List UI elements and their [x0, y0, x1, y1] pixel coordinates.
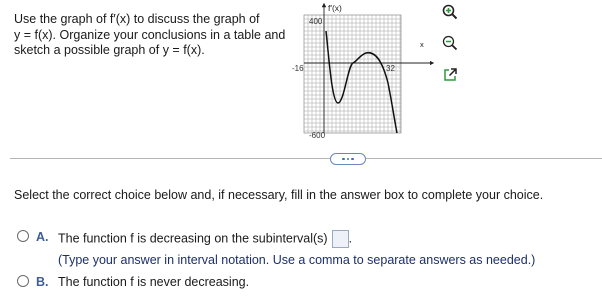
choice-a-text: The function f is decreasing on the subinterval(s)	[58, 231, 328, 246]
section-divider	[10, 158, 602, 159]
choice-b-text: The function f is never decreasing.	[58, 275, 250, 289]
problem-line-2: y = f(x). Organize your conclusions in a table and	[14, 27, 286, 42]
x-tick-left: -16	[292, 64, 304, 73]
choice-b-radio[interactable]	[17, 275, 29, 287]
choice-a-letter: A.	[36, 230, 49, 244]
choice-b[interactable]	[17, 275, 249, 289]
x-tick-right: 32	[386, 64, 395, 73]
fprime-label: f′(x)	[328, 3, 342, 13]
choice-b-letter: B.	[36, 275, 49, 289]
dot	[351, 158, 354, 161]
zoom-in-icon[interactable]	[441, 3, 459, 21]
dot	[347, 158, 350, 161]
zoom-out-icon[interactable]	[441, 34, 459, 52]
choice-a-hint: (Type your answer in interval notation. Use a comma to separate answers as needed.)	[58, 253, 536, 267]
x-axis-label: x	[420, 40, 424, 49]
choice-a[interactable]	[17, 230, 535, 267]
y-tick-bottom: -600	[309, 131, 326, 140]
choice-a-body	[58, 230, 535, 267]
external-link-icon[interactable]	[441, 66, 459, 84]
choice-a-period: .	[348, 231, 353, 246]
fprime-graph	[292, 3, 436, 143]
problem-line-1: Use the graph of f′(x) to discuss the graph of	[14, 12, 260, 26]
choice-a-radio[interactable]	[17, 230, 29, 242]
graph-frame	[304, 15, 401, 133]
instruction-text: Select the correct choice below and, if necessary, fill in the answer box to complete your choice.	[14, 188, 544, 202]
dot	[342, 158, 345, 161]
expand-more-button[interactable]	[330, 153, 366, 165]
y-tick-top: 400	[309, 17, 323, 26]
answer-input[interactable]	[332, 230, 349, 248]
problem-statement	[14, 12, 304, 59]
problem-line-3: sketch a possible graph of y = f(x).	[14, 43, 205, 57]
